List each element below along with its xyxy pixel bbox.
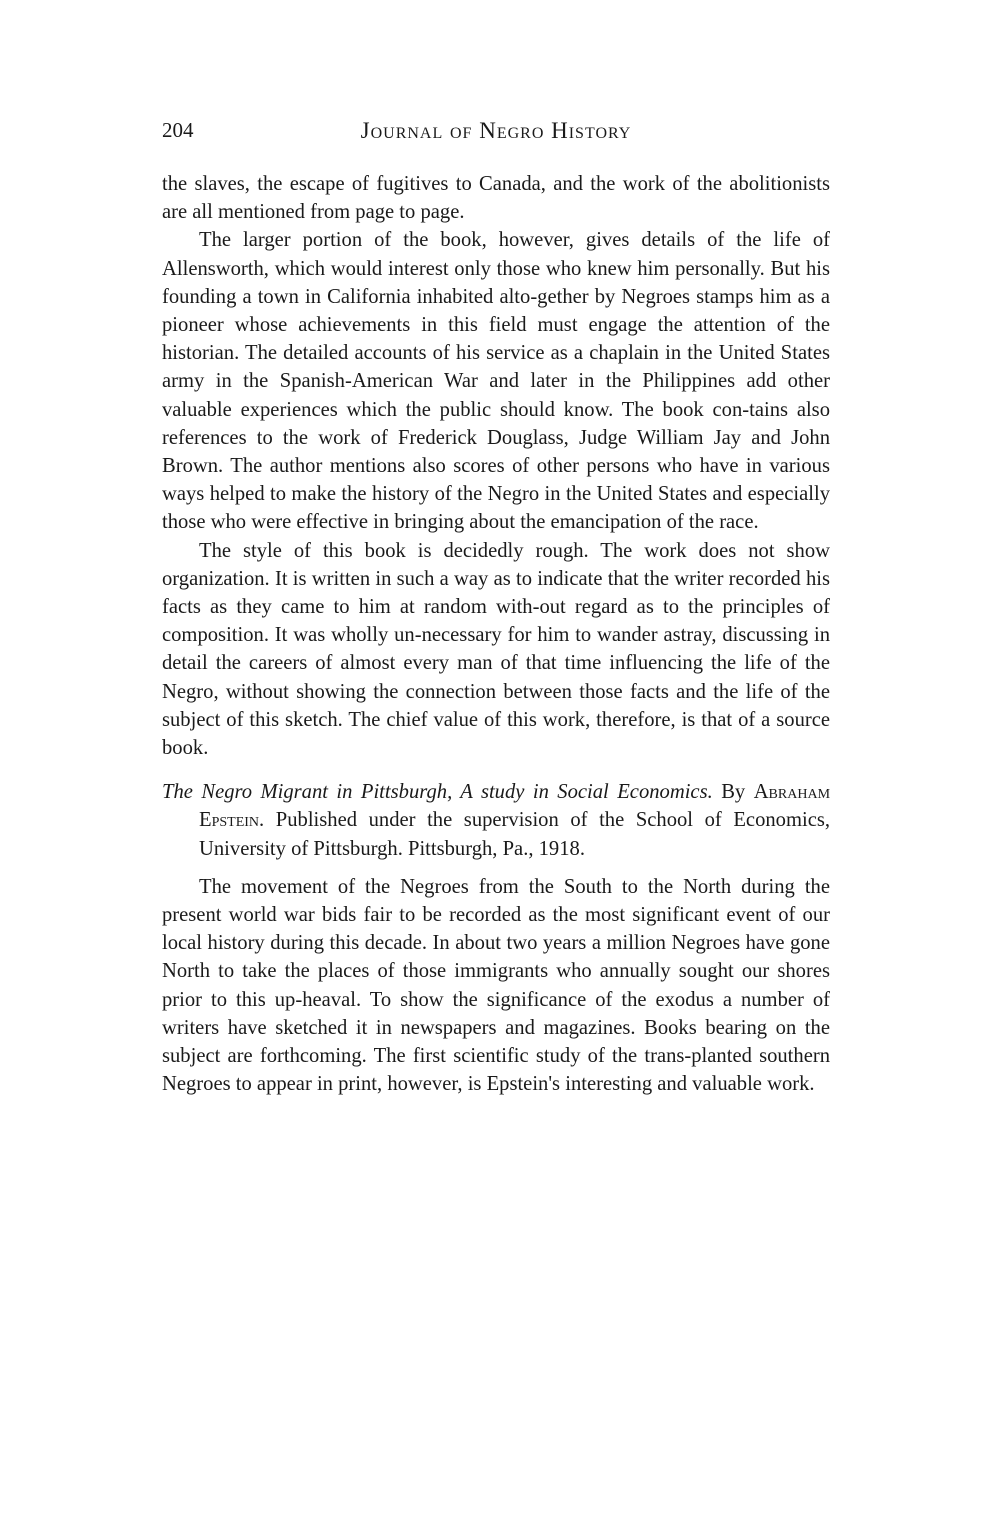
review-author: Abraham Epstein. (199, 781, 831, 832)
page-header (162, 118, 830, 148)
review-by: By (721, 781, 746, 804)
page-body (162, 170, 830, 1099)
paragraph-continued: the slaves, the escape of fugitives to Canada, and the work of the abolitionists are all mentioned from page to page. (162, 173, 830, 224)
paragraph-allensworth-life: The larger portion of the book, however, gives details of the life of Allensworth, which would interest only those who knew him personally. But his founding a town in California inhabited alto-gether by Negroes stamps him as a pioneer whose achievements in this field must engage the attention of the historian. The detailed accounts of his service as a chaplain in the United States army in the Spanish-American War and later in the Philippines add other valuable experiences which the public should know. The book con-tains also references to the work of Frederick Douglass, Judge William Jay and John Brown. The author mentions also scores of other persons who have in various ways helped to make the history of the Negro in the United States and especially those who were effective in bringing about the emancipation of the race. (162, 229, 830, 534)
review-book-title: The Negro Migrant in Pittsburgh, A study in Social Economics. (162, 781, 713, 804)
paragraph-style-critique: The style of this book is decidedly rough. The work does not show organization. It is written in such a way as to indicate that the writer recorded his facts as they came to him at random with-out regard as to the principles of composition. It was wholly un-necessary for him to wander astray, discussing in detail the careers of almost every man of that time influencing the life of the Negro, without showing the connection between those facts and the life of the subject of this sketch. The chief value of this work, therefore, is that of a source book. (162, 539, 830, 760)
review-publication: Published under the supervision of the School of Economics, University of Pittsburgh. Pittsburgh, Pa., 1918. (199, 809, 830, 860)
running-head: Journal of Negro History (360, 118, 632, 143)
page-number: 204 (162, 118, 194, 142)
review-citation (162, 778, 830, 863)
paragraph-migration: The movement of the Negroes from the South to the North during the present world war bids fair to be recorded as the most significant event of our local history during this decade. In about two years a million Negroes have gone North to take the places of those immigrants who annually sought our shores prior to this up-heaval. To show the significance of the exodus a number of writers have sketched it in newspapers and magazines. Books bearing on the subject are forthcoming. The first scientific study of the trans-planted southern Negroes to appear in print, however, is Epstein's interesting and valuable work. (162, 875, 830, 1096)
